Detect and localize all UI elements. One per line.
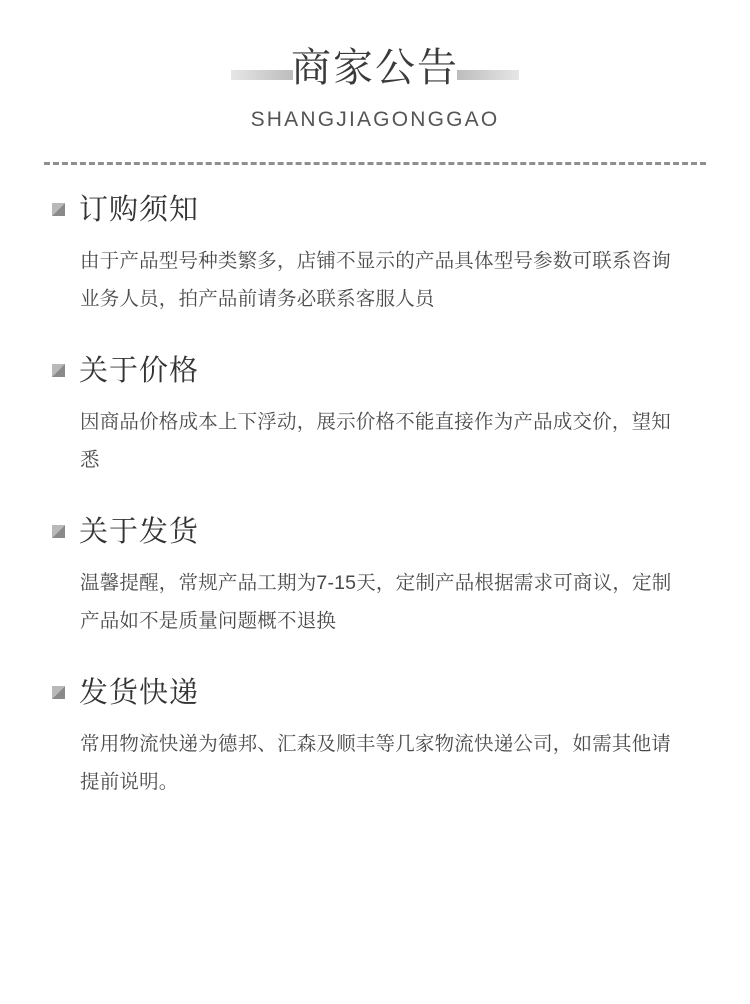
section-header (52, 187, 698, 228)
section-title: 关于发货 (79, 516, 200, 549)
section-header (52, 670, 698, 711)
title-row (0, 46, 750, 90)
section-body: 因商品价格成本上下浮动，展示价格不能直接作为产品成交价，望知悉 (80, 411, 672, 472)
section-courier (52, 670, 698, 801)
section-title: 发货快递 (79, 677, 200, 710)
section-ordering-notice (52, 187, 698, 318)
title-decoration-left (231, 70, 293, 80)
section-body: 常用物流快递为德邦、汇森及顺丰等几家物流快递公司，如需其他请提前说明。 (80, 733, 672, 794)
sections-container (0, 165, 750, 801)
page-subtitle: SHANGJIAGONGGAO (250, 108, 500, 131)
section-about-shipping (52, 509, 698, 640)
page-header (0, 0, 750, 132)
section-body: 温馨提醒，常规产品工期为7-15天，定制产品根据需求可商议，定制产品如不是质量问题概不退换 (80, 572, 672, 633)
square-bullet-icon (52, 525, 65, 538)
section-about-price (52, 348, 698, 479)
section-title: 订购须知 (79, 194, 200, 226)
square-bullet-icon (52, 686, 65, 699)
section-header (52, 509, 698, 550)
section-body: 由于产品型号种类繁多，店铺不显示的产品具体型号参数可联系咨询业务人员，拍产品前请务必联系客服人员 (80, 250, 672, 311)
page-title: 商家公告 (291, 46, 459, 90)
square-bullet-icon (52, 364, 65, 377)
section-title: 关于价格 (79, 355, 200, 388)
section-header (52, 348, 698, 389)
title-decoration-right (457, 70, 519, 80)
square-bullet-icon (52, 203, 65, 216)
